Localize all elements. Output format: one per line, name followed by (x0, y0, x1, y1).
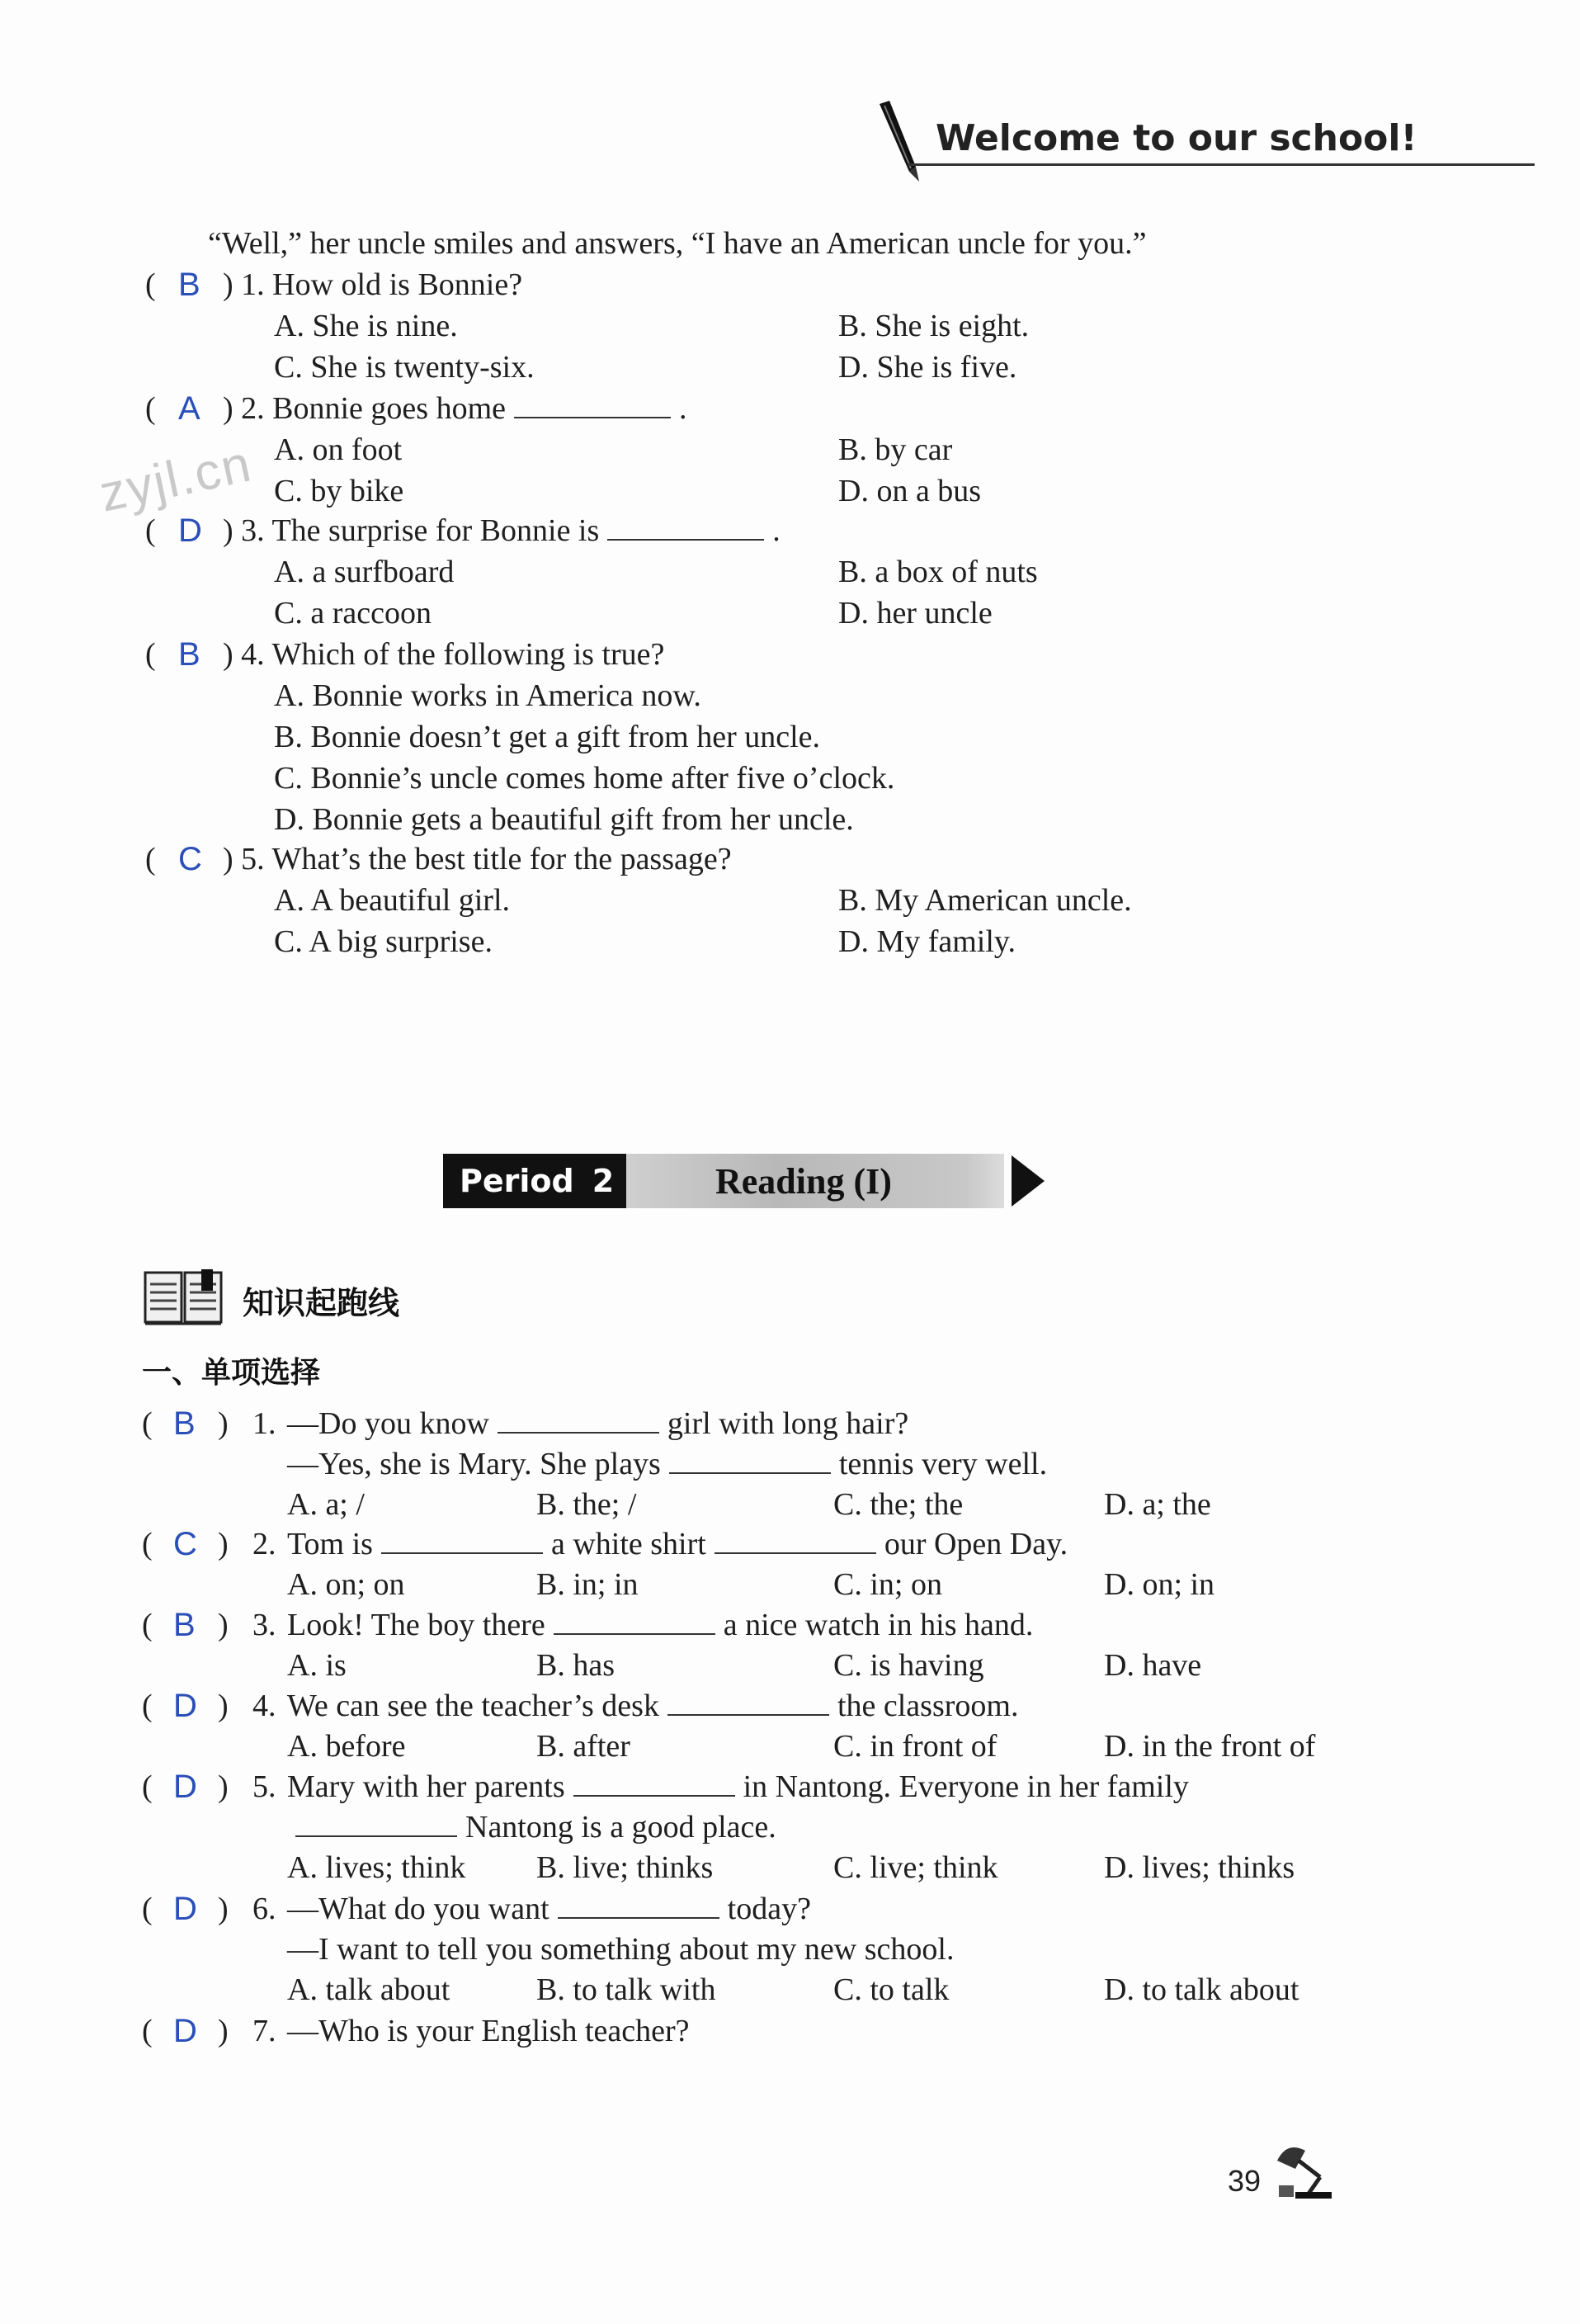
option: B. a box of nuts (838, 555, 1038, 589)
option: C. in front of (833, 1729, 998, 1764)
book-icon (144, 1269, 223, 1327)
paren-open: ( (145, 842, 156, 876)
option: A. is (287, 1648, 347, 1683)
question-stem (223, 634, 664, 675)
option: D. have (1104, 1648, 1202, 1683)
paren-open: ( (142, 1406, 153, 1441)
question-line (287, 1807, 776, 1848)
question-text: Nantong is a good place. (465, 1810, 776, 1845)
answer-letter: D (173, 2013, 197, 2049)
answer-blank[interactable] (667, 1689, 829, 1716)
option: D. on; in (1104, 1567, 1215, 1602)
question-stem (223, 388, 687, 429)
answer-blank[interactable] (498, 1407, 659, 1434)
paren-open: ( (142, 1608, 153, 1642)
question-text: We can see the teacher’s desk (287, 1689, 659, 1723)
question-text: —What do you want (287, 1892, 549, 1926)
answer-letter: C (178, 841, 202, 877)
question-stem (223, 264, 522, 305)
question-line (287, 1523, 1068, 1565)
question-line (287, 1888, 811, 1930)
question-stem (223, 838, 732, 880)
option: A. A beautiful girl. (274, 883, 511, 918)
question-number: 3. (252, 1608, 276, 1642)
option: D. on a bus (838, 474, 982, 508)
question-line (287, 1929, 954, 1970)
question-text: Look! The boy there (287, 1608, 545, 1642)
option: A. before (287, 1729, 406, 1764)
option: A. on foot (274, 432, 403, 467)
paren-open: ( (142, 2014, 153, 2048)
paren-open: ( (145, 267, 156, 302)
option: B. by car (838, 432, 953, 467)
question-number: 1. (252, 1406, 276, 1441)
answer-letter: D (173, 1769, 197, 1805)
option: C. Bonnie’s uncle comes home after five o’clock. (274, 761, 895, 796)
answer-letter: B (178, 636, 200, 673)
question-text: the classroom. (837, 1689, 1019, 1723)
answer-letter: B (178, 267, 200, 303)
paren-open: ( (145, 513, 156, 548)
paren-close: ) (218, 1689, 229, 1723)
option: B. in; in (536, 1567, 639, 1602)
paren-close: ) (218, 1892, 229, 1926)
section-subtitle: 一、单项选择 (142, 1356, 321, 1390)
question-text: Tom is (287, 1527, 373, 1561)
answer-blank[interactable] (573, 1770, 735, 1797)
answer-blank[interactable] (669, 1448, 831, 1474)
period-title-text: Reading (I) (715, 1160, 892, 1202)
option: A. lives; think (287, 1850, 466, 1885)
stem-text: ) 2. Bonnie goes home (223, 391, 507, 426)
question-line (287, 1766, 1189, 1807)
question-number: 5. (252, 1769, 276, 1804)
stem-end: . (679, 391, 687, 426)
option: C. the; the (833, 1487, 964, 1522)
paren-open: ( (142, 1527, 153, 1561)
paren-open: ( (145, 637, 156, 672)
option: C. She is twenty-six. (274, 350, 535, 385)
option: A. Bonnie works in America now. (274, 678, 701, 713)
question-text: a white shirt (550, 1527, 706, 1561)
section-title: 知识起跑线 (243, 1285, 400, 1321)
option: A. a surfboard (274, 555, 455, 589)
option: D. a; the (1104, 1487, 1211, 1522)
stem-end: . (772, 513, 781, 548)
answer-blank[interactable] (554, 1608, 715, 1635)
option: C. A big surprise. (274, 924, 493, 959)
question-text: today? (727, 1892, 811, 1926)
question-text: —Do you know (287, 1406, 489, 1441)
option: D. her uncle (838, 596, 993, 631)
answer-blank[interactable] (715, 1528, 876, 1554)
paren-close: ) (218, 1527, 229, 1561)
option: C. by bike (274, 474, 404, 508)
question-line (287, 1604, 1033, 1646)
question-number: 6. (252, 1892, 276, 1926)
paren-close: ) (218, 1406, 229, 1441)
question-text: —Yes, she is Mary. She plays (287, 1447, 661, 1481)
page-number: 39 (1228, 2164, 1262, 2198)
paren-close: ) (218, 2014, 229, 2048)
answer-blank[interactable] (514, 392, 671, 418)
option: A. She is nine. (274, 309, 458, 343)
paren-close: ) (218, 1769, 229, 1804)
option: B. My American uncle. (838, 883, 1132, 918)
option: B. She is eight. (838, 309, 1030, 343)
answer-letter: D (178, 513, 202, 549)
answer-blank[interactable] (295, 1811, 457, 1837)
question-stem (223, 510, 781, 551)
option: D. to talk about (1104, 1972, 1299, 2007)
question-number: 2. (252, 1527, 276, 1561)
question-text: our Open Day. (884, 1527, 1068, 1561)
option: D. in the front of (1104, 1729, 1316, 1764)
paren-open: ( (142, 1769, 153, 1804)
option: A. a; / (287, 1487, 365, 1522)
answer-letter: A (178, 390, 200, 427)
question-line (287, 1443, 1047, 1485)
option: C. in; on (833, 1567, 942, 1602)
paren-open: ( (142, 1892, 153, 1926)
question-number: 7. (252, 2014, 276, 2048)
header-pen-icon (873, 101, 922, 183)
paren-open: ( (142, 1689, 153, 1723)
answer-letter: D (173, 1688, 197, 1724)
answer-letter: C (173, 1526, 197, 1562)
banner-arrow-icon (1010, 1154, 1046, 1208)
option: B. live; thinks (536, 1850, 714, 1885)
question-text: tennis very well. (838, 1447, 1048, 1481)
period-number: 2 (592, 1163, 615, 1199)
option: D. lives; thinks (1104, 1850, 1295, 1885)
answer-letter: B (173, 1607, 196, 1643)
option: D. She is five. (838, 350, 1017, 385)
desk-lamp-icon (1271, 2136, 1337, 2202)
question-line (287, 1685, 1018, 1726)
stem-text: ) 5. What’s the best title for the passage? (223, 842, 732, 876)
period-title (626, 1154, 1004, 1208)
question-text: a nice watch in his hand. (723, 1608, 1034, 1642)
answer-letter: B (173, 1405, 196, 1442)
question-text: Mary with her parents (287, 1769, 565, 1804)
option: B. has (536, 1648, 615, 1683)
question-text: girl with long hair? (667, 1406, 909, 1441)
paren-close: ) (218, 1608, 229, 1642)
paren-open: ( (145, 391, 156, 426)
passage-end: “Well,” her uncle smiles and answers, “I have an American uncle for you.” (208, 226, 1147, 261)
option: C. to talk (833, 1972, 950, 2007)
question-text: —I want to tell you something about my new school. (287, 1932, 955, 1967)
answer-blank[interactable] (381, 1528, 543, 1554)
watermark: zyjl.cn (94, 435, 257, 523)
stem-text: ) 4. Which of the following is true? (223, 637, 665, 672)
option: C. a raccoon (274, 596, 432, 631)
period-label (443, 1154, 626, 1208)
option: D. Bonnie gets a beautiful gift from her uncle. (274, 802, 854, 837)
question-text: —Who is your English teacher? (287, 2014, 690, 2048)
option: C. live; think (833, 1850, 998, 1885)
option: A. talk about (287, 1972, 450, 2007)
option: B. after (536, 1729, 630, 1764)
option: C. is having (833, 1648, 984, 1683)
answer-blank[interactable] (558, 1892, 719, 1919)
answer-blank[interactable] (607, 514, 764, 541)
answer-letter: D (173, 1891, 197, 1927)
option: B. Bonnie doesn’t get a gift from her uncle. (274, 720, 821, 754)
option: B. to talk with (536, 1972, 716, 2007)
option: A. on; on (287, 1567, 405, 1602)
header-title: Welcome to our school! (936, 117, 1417, 159)
stem-text: ) 1. How old is Bonnie? (223, 267, 523, 302)
question-line (287, 2010, 690, 2052)
question-number: 4. (252, 1689, 276, 1723)
question-line (287, 1403, 908, 1444)
period-word: Period (460, 1163, 574, 1199)
option: B. the; / (536, 1487, 637, 1522)
header-rule (908, 163, 1535, 166)
option: D. My family. (838, 924, 1016, 959)
question-text: in Nantong. Everyone in her family (743, 1769, 1189, 1804)
stem-text: ) 3. The surprise for Bonnie is (223, 513, 600, 548)
